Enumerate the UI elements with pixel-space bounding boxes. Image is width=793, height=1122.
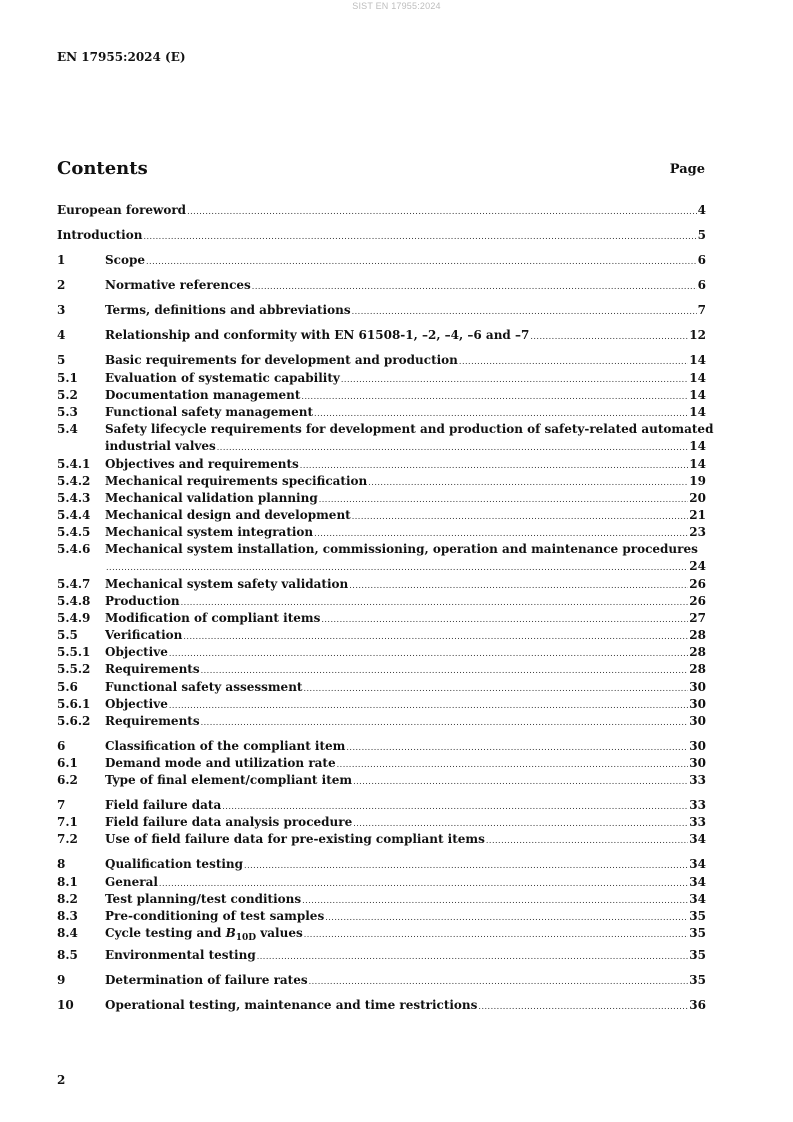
toc-entry-title: Field failure data [105,798,222,812]
toc-entry-title: Modification of compliant items [105,611,321,625]
toc-entry-number: 6.2 [57,773,78,787]
toc-entry-title: Mechanical validation planning [105,491,318,505]
toc-entry-page: 14 [689,353,706,367]
toc-entry-page: 36 [689,998,706,1012]
toc-entry[interactable] [57,227,706,243]
toc-dot-leader [325,910,688,926]
toc-dot-leader [159,876,688,892]
toc-entry-page: 7 [697,303,706,317]
toc-entry-page: 14 [689,439,706,453]
toc-entry-title: Verification [105,628,183,642]
toc-entry-number: 5 [57,353,66,367]
toc-dot-leader [353,774,688,790]
toc-dot-leader [217,440,689,456]
toc-dot-leader [368,475,688,491]
toc-entry-page: 28 [689,662,706,676]
toc-dot-leader [352,509,689,525]
toc-entry[interactable] [57,558,706,574]
toc-entry[interactable] [57,387,706,403]
toc-entry-page: 30 [689,756,706,770]
toc-entry-number: 5.4.4 [57,508,91,522]
toc-entry-title: Functional safety management [105,405,314,419]
toc-entry-number: 5.4.1 [57,457,91,471]
toc-entry-title-text: Cycle testing and [105,926,226,940]
toc-entry[interactable] [57,696,706,712]
toc-entry-number: 6.1 [57,756,78,770]
toc-entry[interactable] [57,997,706,1013]
toc-entry-page: 33 [689,798,706,812]
toc-entry-title: Scope [105,253,146,267]
toc-entry-number: 5.3 [57,405,78,419]
toc-entry-page: 23 [689,525,706,539]
toc-dot-leader [319,492,689,508]
toc-entry-number: 7.1 [57,815,78,829]
toc-entry-number: 9 [57,973,66,987]
toc-entry[interactable] [57,661,706,677]
toc-entry[interactable] [57,473,706,489]
toc-entry-number: 8.5 [57,948,78,962]
toc-dot-leader [301,389,688,405]
toc-dot-leader [337,757,689,773]
toc-dot-leader [309,974,689,990]
toc-entry-number: 5.5.1 [57,645,91,659]
toc-entry[interactable] [57,627,706,643]
toc-entry-page: 28 [689,628,706,642]
toc-entry-page: 4 [697,203,706,217]
toc-entry-title: Documentation management [105,388,301,402]
toc-entry[interactable] [57,421,714,437]
toc-entry-title: Evaluation of systematic capability [105,371,340,385]
toc-dot-leader [486,833,688,849]
toc-entry-title-text-after: values [256,926,303,940]
toc-dot-leader [106,560,688,576]
toc-dot-leader [300,458,689,474]
toc-entry-number: 5.6 [57,680,78,694]
toc-entry-page: 14 [689,457,706,471]
toc-entry[interactable] [57,370,706,386]
toc-entry[interactable] [57,713,706,729]
toc-entry-page: 30 [689,680,706,694]
toc-entry-page: 34 [689,892,706,906]
toc-dot-leader [353,816,688,832]
toc-entry-page: 35 [689,926,706,940]
toc-entry-title: Normative references [105,278,251,292]
toc-entry-title: Mechanical requirements specification [105,474,368,488]
toc-entry[interactable] [57,925,706,941]
toc-entry-title [105,925,303,946]
document-id: EN 17955:2024 (E) [57,50,186,64]
toc-dot-leader [201,663,689,679]
toc-entry-title: Mechanical system integration [105,525,314,539]
toc-dot-leader [314,406,688,422]
toc-entry-number: 5.4.3 [57,491,91,505]
toc-dot-leader [169,646,688,662]
toc-entry-title: Safety lifecycle requirements for development and production of safety-related automated [105,422,714,436]
toc-entry-page: 12 [689,328,706,342]
toc-entry[interactable] [57,644,706,660]
toc-entry-title: Qualification testing [105,857,244,871]
toc-dot-leader [459,354,688,370]
toc-entry-number: 5.4 [57,422,78,436]
toc-entry-title: Mechanical system safety validation [105,577,349,591]
toc-entry-page: 5 [697,228,706,242]
toc-entry-number: 5.6.1 [57,697,91,711]
toc-entry-title: Pre-conditioning of test samples [105,909,325,923]
toc-entry-page: 34 [689,875,706,889]
toc-entry-number: 7 [57,798,66,812]
page-number: 2 [57,1073,66,1087]
toc-entry[interactable] [57,679,706,695]
toc-entry[interactable] [57,738,706,754]
toc-entry-page: 6 [697,253,706,267]
toc-entry-page: 30 [689,714,706,728]
toc-entry[interactable] [57,576,706,592]
toc-entry-page: 33 [689,773,706,787]
toc-entry-title: industrial valves [105,439,216,453]
toc-entry-page: 30 [689,739,706,753]
toc-entry[interactable] [57,856,706,872]
toc-entry-title: Demand mode and utilization rate [105,756,336,770]
toc-entry[interactable] [57,831,706,847]
toc-entry-number: 5.4.9 [57,611,91,625]
toc-entry[interactable] [57,352,706,368]
toc-entry-number: 5.1 [57,371,78,385]
toc-entry[interactable] [57,874,706,890]
watermark: SIST EN 17955:2024 [352,1,441,11]
toc-entry-number: 5.4.2 [57,474,91,488]
toc-entry-title: Terms, definitions and abbreviations [105,303,351,317]
toc-entry[interactable] [57,814,706,830]
toc-entry-title: Operational testing, maintenance and time restrictions [105,998,478,1012]
toc-dot-leader [321,612,688,628]
toc-dot-leader [314,526,688,542]
toc-entry-page: 35 [689,948,706,962]
toc-entry-title: Classification of the compliant item [105,739,346,753]
toc-entry-number: 10 [57,998,74,1012]
toc-entry[interactable] [57,327,706,343]
toc-entry-title: Objective [105,697,168,711]
toc-dot-leader [146,254,697,270]
toc-dot-leader [183,629,688,645]
toc-entry[interactable] [57,202,706,218]
toc-dot-leader [478,999,688,1015]
toc-entry[interactable] [57,438,706,454]
toc-entry-page: 6 [697,278,706,292]
toc-entry-page: 20 [689,491,706,505]
toc-entry[interactable] [57,277,706,293]
toc-entry[interactable] [57,772,706,788]
toc-entry[interactable] [57,972,706,988]
toc-entry[interactable] [57,947,706,963]
toc-entry-number: 7.2 [57,832,78,846]
toc-dot-leader [222,799,688,815]
toc-entry-page: 30 [689,697,706,711]
toc-entry[interactable] [57,891,706,907]
toc-entry-number: 5.4.5 [57,525,91,539]
toc-entry-number: 2 [57,278,66,292]
toc-entry-title: Production [105,594,180,608]
toc-entry-page: 34 [689,832,706,846]
toc-dot-leader [303,681,688,697]
toc-entry-title: Test planning/test conditions [105,892,302,906]
toc-entry-page: 14 [689,388,706,402]
toc-dot-leader [352,304,697,320]
toc-entry-number: 1 [57,253,66,267]
toc-dot-leader [201,715,689,731]
toc-entry-number: 5.4.8 [57,594,91,608]
toc-entry[interactable] [57,302,706,318]
toc-entry-number: 8.1 [57,875,78,889]
toc-entry-number: 8.4 [57,926,78,940]
toc-entry-page: 27 [689,611,706,625]
toc-entry[interactable] [57,490,706,506]
toc-entry-title: Requirements [105,714,200,728]
toc-dot-leader [302,893,688,909]
toc-entry-title: Environmental testing [105,948,256,962]
toc-dot-leader [169,698,688,714]
toc-entry-title: Mechanical design and development [105,508,351,522]
toc-dot-leader [187,204,697,220]
toc-entry[interactable] [57,404,706,420]
toc-entry[interactable] [57,507,706,523]
toc-entry-page: 35 [689,973,706,987]
toc-entry[interactable] [57,524,706,540]
toc-entry-page: 21 [689,508,706,522]
toc-entry-title: Objective [105,645,168,659]
toc-entry-number: 8.2 [57,892,78,906]
toc-entry-title: General [105,875,158,889]
toc-entry-number: 3 [57,303,66,317]
toc-entry-number: 8.3 [57,909,78,923]
toc-entry-page: 26 [689,577,706,591]
toc-entry-title: Requirements [105,662,200,676]
toc-entry-page: 33 [689,815,706,829]
toc-dot-leader [143,229,696,245]
toc-entry-title-variable: B [225,926,236,940]
toc-entry-number: 5.4.6 [57,542,91,556]
toc-entry[interactable] [57,908,706,924]
toc-entry-number: 4 [57,328,66,342]
toc-dot-leader [244,858,688,874]
toc-entry[interactable] [57,797,706,813]
toc-entry-title: Introduction [57,228,143,242]
page-column-heading: Page [669,162,705,177]
toc-entry-number: 6 [57,739,66,753]
toc-entry-title: Use of field failure data for pre-existing compliant items [105,832,485,846]
toc-entry-title: Functional safety assessment [105,680,303,694]
toc-entry-page: 35 [689,909,706,923]
toc-dot-leader [257,949,689,965]
toc-entry-title: Basic requirements for development and production [105,353,458,367]
toc-entry[interactable] [57,593,706,609]
toc-entry-title-subscript: 10D [235,933,257,943]
toc-dot-leader [252,279,697,295]
toc-entry-title: Determination of failure rates [105,973,308,987]
toc-entry-page: 34 [689,857,706,871]
toc-entry[interactable] [57,610,706,626]
toc-dot-leader [349,578,688,594]
toc-entry[interactable] [57,755,706,771]
toc-entry-title: Mechanical system installation, commissioning, operation and maintenance procedures [105,542,698,556]
toc-dot-leader [181,595,689,611]
toc-dot-leader [304,927,689,943]
toc-entry-title: European foreword [57,203,187,217]
toc-entry-page: 28 [689,645,706,659]
toc-dot-leader [530,329,688,345]
toc-entry-page: 19 [689,474,706,488]
toc-entry[interactable] [57,541,706,557]
toc-entry-title: Field failure data analysis procedure [105,815,353,829]
toc-entry-page: 14 [689,371,706,385]
toc-entry-title: Objectives and requirements [105,457,299,471]
toc-entry[interactable] [57,252,706,268]
toc-dot-leader [341,372,688,388]
toc-entry-number: 5.2 [57,388,78,402]
toc-entry-title: Type of final element/compliant item [105,773,353,787]
toc-entry-number: 5.4.7 [57,577,91,591]
toc-entry-page: 24 [689,559,706,573]
toc-dot-leader [346,740,688,756]
toc-entry-page: 14 [689,405,706,419]
toc-entry-number: 5.6.2 [57,714,91,728]
toc-entry-number: 5.5.2 [57,662,91,676]
toc-entry-page: 26 [689,594,706,608]
toc-entry-number: 8 [57,857,66,871]
contents-title: Contents [57,158,148,179]
toc-entry-number: 5.5 [57,628,78,642]
toc-entry[interactable] [57,456,706,472]
toc-entry-title: Relationship and conformity with EN 61508-1, –2, –4, –6 and –7 [105,328,530,342]
